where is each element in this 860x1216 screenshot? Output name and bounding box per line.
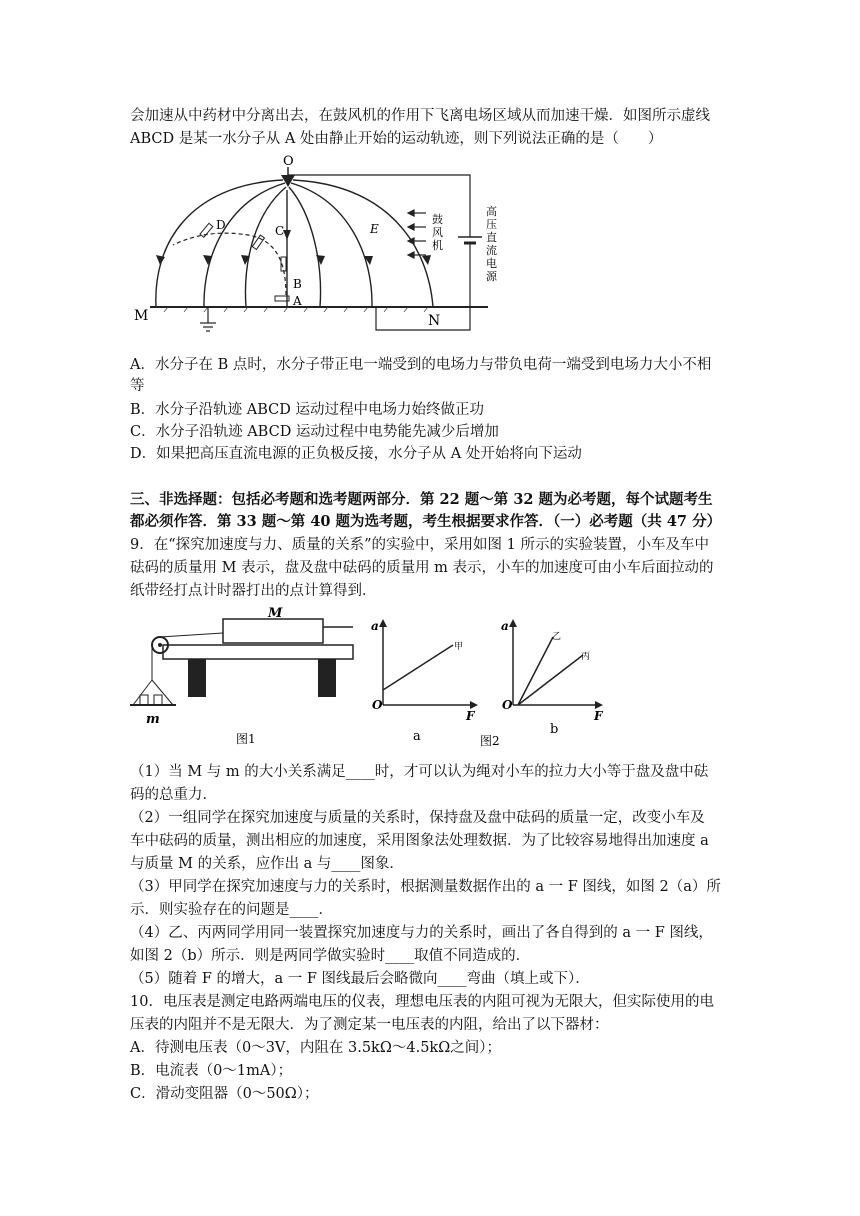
electric-field-figure <box>128 155 508 340</box>
label-M: M <box>134 308 149 324</box>
section3-line-2: 都必须作答．第 33 题～第 40 题为选考题，考生根据要求作答．（一）必考题（共 47 分） <box>130 513 722 530</box>
q9-part4-line-2: 如图 2（b）所示．则是两同学做实验时____取值不同造成的． <box>130 948 531 964</box>
q9-line-1: 9．在“探究加速度与力、质量的关系”的实验中，采用如图 1 所示的实验装置，小车及车中 <box>130 537 709 553</box>
q9-part3-line-1: （3）甲同学在探究加速度与力的关系时，根据测量数据作出的 a 一 F 图线，如图 2（a）所 <box>130 879 721 895</box>
q10-option-C: C．滑动变阻器（0～50Ω）； <box>130 1086 319 1102</box>
graph-a-x-label: F <box>466 709 475 723</box>
label-B: B <box>293 277 302 291</box>
option-B: B．水分子沿轨迹 ABCD 运动过程中电场力始终做正功 <box>130 402 484 418</box>
graph-b-series-yi: 乙 <box>552 632 562 642</box>
q9-line-2: 砝码的质量用 M 表示，盘及盘中砝码的质量用 m 表示，小车的加速度可由小车后面拉动的 <box>130 560 714 576</box>
graph-b-x-label: F <box>594 709 603 723</box>
q9-part4-line-1: （4）乙、丙两同学用同一装置探究加速度与力的关系时，画出了各自得到的 a 一 F 图线， <box>130 925 713 941</box>
label-E: E <box>370 222 379 236</box>
q10-line-1: 10．电压表是测定电路两端电压的仪表，理想电压表的内阻可视为无限大，但实际使用的电 <box>130 994 714 1010</box>
q10-line-2: 压表的内阻并不是无限大．为了测定某一电压表的内阻，给出了以下器材： <box>130 1017 609 1033</box>
q9-line-3: 纸带经打点计时器打出的点计算得到． <box>130 583 377 599</box>
option-A-line-2: 等 <box>130 378 145 394</box>
option-A-line-1: A．水分子在 B 点时，水分子带正电一端受到的电场力与带负电荷一端受到电场力大小不相 <box>130 357 712 373</box>
power-char-2: 压 <box>486 218 497 231</box>
option-C: C．水分子沿轨迹 ABCD 运动过程中电势能先减少后增加 <box>130 424 499 440</box>
power-char-1: 高 <box>486 205 497 218</box>
q9-part2-line-2: 车中砝码的质量，测出相应的加速度，采用图象法处理数据．为了比较容易地得出加速度 a <box>130 833 709 849</box>
blower-char-3: 机 <box>432 239 443 252</box>
graph-a-series-label: 甲 <box>454 642 464 652</box>
cart-label: M <box>268 606 283 621</box>
q10-option-B: B．电流表（0～1mA）； <box>130 1063 293 1079</box>
graph-b-series-bing: 丙 <box>581 652 591 662</box>
q10-option-A: A．待测电压表（0～3V，内阻在 3.5kΩ～4.5kΩ之间）； <box>130 1040 501 1056</box>
intro-line-1: 会加速从中药材中分离出去，在鼓风机的作用下飞离电场区域从而加速干燥．如图所示虚线 <box>130 108 710 124</box>
fig1-caption: 图1 <box>236 732 256 746</box>
pan-label: m <box>146 712 160 727</box>
option-D: D．如果把高压直流电源的正负极反接，水分子从 A 处开始将向下运动 <box>130 446 582 462</box>
section3-line-1: 三、非选择题：包括必考题和选考题两部分．第 22 题～第 32 题为必考题，每个试题考生 <box>130 491 713 508</box>
q9-part3-line-2: 示．则实验存在的问题是____． <box>130 902 333 918</box>
graph-a-origin: O <box>372 698 383 712</box>
label-N: N <box>428 313 441 329</box>
power-char-5: 电 <box>486 257 497 270</box>
fig2-caption: 图2 <box>480 734 500 748</box>
blower-char-2: 风 <box>432 226 443 239</box>
power-char-6: 源 <box>486 270 497 283</box>
blower-char-1: 鼓 <box>432 213 443 226</box>
graph-b-caption: b <box>550 722 559 737</box>
label-O: O <box>283 155 294 169</box>
label-D: D <box>216 218 226 232</box>
graph-b-origin: O <box>502 698 513 712</box>
intro-line-2: ABCD 是某一水分子从 A 处由静止开始的运动轨迹，则下列说法正确的是（ ） <box>130 131 663 147</box>
graph-a-caption: a <box>413 729 421 744</box>
label-C: C <box>275 224 285 238</box>
q9-part1-line-2: 码的总重力． <box>130 787 217 803</box>
q9-part1-line-1: （1）当 M 与 m 的大小关系满足____时，才可以认为绳对小车的拉力大小等于盘及盘中砝 <box>130 764 709 780</box>
experiment-figure <box>128 605 618 755</box>
power-char-4: 流 <box>486 244 497 257</box>
label-A: A <box>293 294 302 308</box>
q9-part5: （5）随着 F 的增大，a 一 F 图线最后会略微向____弯曲（填上或下）． <box>130 971 590 987</box>
graph-b-y-label: a <box>501 619 509 633</box>
q9-part2-line-1: （2）一组同学在探究加速度与质量的关系时，保持盘及盘中砝码的质量一定，改变小车及 <box>130 810 705 826</box>
power-char-3: 直 <box>486 231 497 244</box>
q9-part2-line-3: 与质量 M 的关系，应作出 a 与____图象． <box>130 856 404 872</box>
graph-a-y-label: a <box>371 619 379 633</box>
